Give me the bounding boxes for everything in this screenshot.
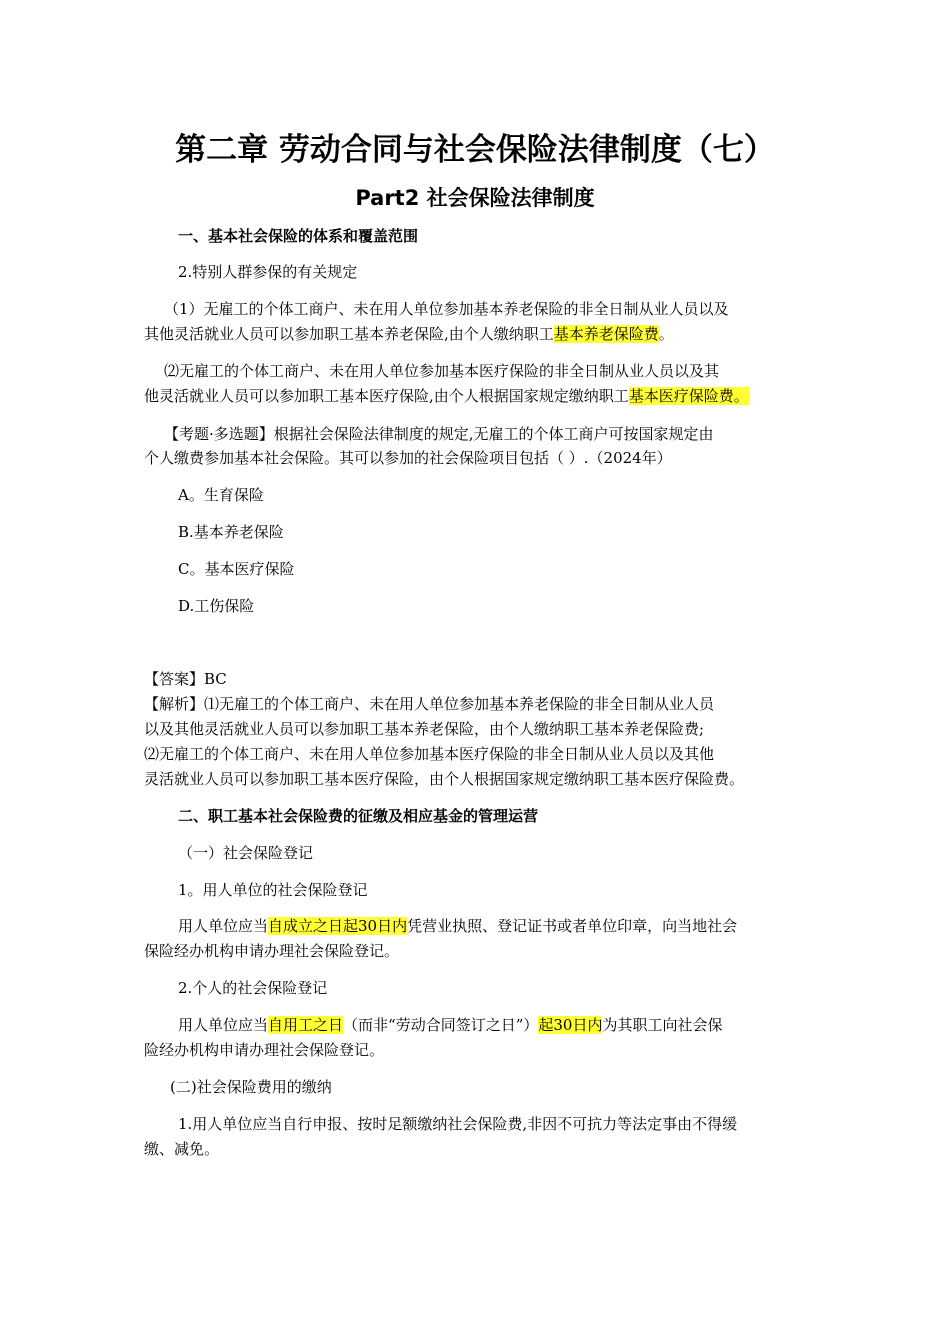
highlight-text: 自成立之日起30日内 [268,917,408,935]
page-subtitle: Part2 社会保险法律制度 [355,186,595,210]
paragraph2-line1: ⑵无雇工的个体工商户、未在用人单位参加基本医疗保险的非全日制从业人员以及其 [164,362,720,380]
option-c: C。基本医疗保险 [178,560,295,578]
text-span: 凭营业执照、登记证书或者单位印章，向当地社会 [407,917,738,935]
highlight-text: 自用工之日 [268,1016,344,1034]
section2-subheading2: (二)社会保险费用的缴纳 [170,1078,332,1096]
highlight-text: 起30日内 [538,1016,603,1034]
text-span: 为其职工向社会保 [602,1016,723,1034]
item1-line2: 保险经办机构申请办理社会保险登记。 [144,942,400,960]
analysis-line4: 灵活就业人员可以参加职工基本医疗保险，由个人根据国家规定缴纳职工基本医疗保险费。 [144,770,745,788]
question-line2: 个人缴费参加基本社会保险。其可以参加的社会保险项目包括（ ）.（2024年） [144,449,672,467]
payment-line2: 缴、减免。 [144,1140,220,1158]
item1-heading: 1。用人单位的社会保险登记 [178,881,368,899]
analysis-line1: 【解析】⑴无雇工的个体工商户、未在用人单位参加基本养老保险的非全日制从业人员 [144,695,715,713]
paragraph1-line1: （1）无雇工的个体工商户、未在用人单位参加基本养老保险的非全日制从业人员以及 [164,300,729,318]
section1-heading: 一、基本社会保险的体系和覆盖范围 [178,227,419,245]
analysis-line2: 以及其他灵活就业人员可以参加职工基本养老保险，由个人缴纳职工基本养老保险费; [144,720,705,738]
section2-heading: 二、职工基本社会保险费的征缴及相应基金的管理运营 [178,807,539,825]
text-span: 用人单位应当 [178,917,269,935]
section1-subheading: 2.特别人群参保的有关规定 [178,263,358,281]
text-span: 。 [658,325,674,343]
page-title: 第二章 劳动合同与社会保险法律制度（七） [175,132,775,168]
analysis-line3: ⑵无雇工的个体工商户、未在用人单位参加基本医疗保险的非全日制从业人员以及其他 [144,745,715,763]
text-span: （而非“劳动合同签订之日”） [343,1016,539,1034]
section2-subheading1: （一）社会保险登记 [178,844,314,862]
question-line1: 【考题·多选题】根据社会保险法律制度的规定,无雇工的个体工商户可按国家规定由 [164,425,714,443]
answer-text: 【答案】BC [144,670,227,688]
highlight-text: 基本医疗保险费。 [628,387,749,405]
payment-line1: 1.用人单位应当自行申报、按时足额缴纳社会保险费,非因不可抗力等法定事由不得缓 [178,1115,738,1133]
option-d: D.工伤保险 [178,597,255,615]
item2-line1 [178,1013,722,1037]
item2-heading: 2.个人的社会保险登记 [178,979,328,997]
text-span: 用人单位应当 [178,1016,269,1034]
text-span: 他灵活就业人员可以参加职工基本医疗保险,由个人根据国家规定缴纳职工 [144,387,629,405]
paragraph1-line2 [144,322,674,346]
item1-line1 [178,914,737,938]
highlight-text: 基本养老保险费 [553,325,659,343]
item2-line2: 险经办机构申请办理社会保险登记。 [144,1041,385,1059]
option-a: A。生育保险 [178,486,264,504]
paragraph2-line2 [144,384,749,408]
text-span: 其他灵活就业人员可以参加职工基本养老保险,由个人缴纳职工 [144,325,554,343]
option-b: B.基本养老保险 [178,523,284,541]
